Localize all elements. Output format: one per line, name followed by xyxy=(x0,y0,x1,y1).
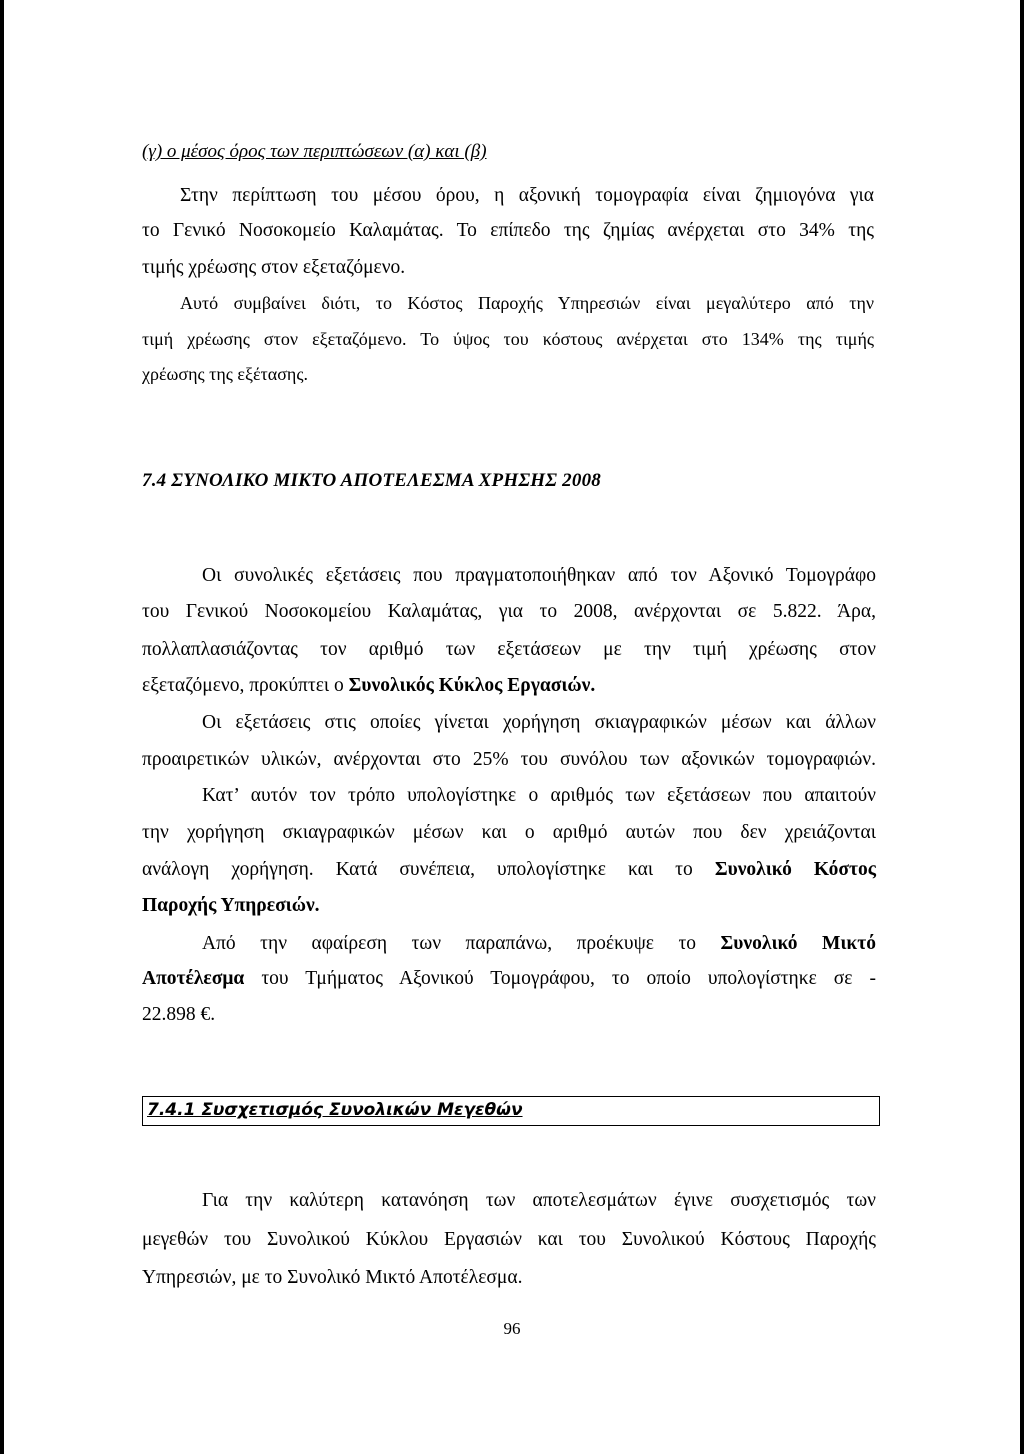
document-page xyxy=(4,0,1020,1454)
text-span: ανάλογη χορήγηση. Κατά συνέπεια, υπολογίστηκε και το xyxy=(142,859,715,880)
bold-term: Συνολικό Μικτό xyxy=(720,933,876,954)
paragraph-line: το Γενικό Νοσοκομείο Καλαμάτας. Το επίπεδο της ζημίας ανέρχεται στο 34% της xyxy=(142,220,874,241)
paragraph-line: τιμής χρέωσης στον εξεταζόμενο. xyxy=(142,257,406,278)
paragraph-line: του Γενικού Νοσοκομείου Καλαμάτας, για το 2008, ανέρχονται σε 5.822. Άρα, xyxy=(142,601,876,622)
paragraph-line: την χορήγηση σκιαγραφικών μέσων και ο αριθμό αυτών που δεν χρειάζονται xyxy=(142,822,876,843)
paragraph-line xyxy=(142,967,876,991)
section-7-4-1-heading: 7.4.1 Συσχετισμός Συνολικών Μεγεθών xyxy=(147,1100,523,1120)
section-7-4-heading: 7.4 ΣΥΝΟΛΙΚΟ ΜΙΚΤΟ ΑΠΟΤΕΛΕΣΜΑ ΧΡΗΣΗΣ 2008 xyxy=(142,470,601,491)
paragraph-line: Αυτό συμβαίνει διότι, το Κόστος Παροχής Υπηρεσιών είναι μεγαλύτερο από την xyxy=(180,293,874,313)
paragraph-line: μεγεθών του Συνολικού Κύκλου Εργασιών και του Συνολικού Κόστους Παροχής xyxy=(142,1229,876,1250)
bold-term: Παροχής Υπηρεσιών. xyxy=(142,895,320,916)
section-gamma-heading: (γ) ο μέσος όρος των περιπτώσεων (α) και (β) xyxy=(142,141,487,162)
paragraph-line: Για την καλύτερη κατανόηση των αποτελεσμάτων έγινε συσχετισμός των xyxy=(202,1190,876,1211)
paragraph-line: Οι συνολικές εξετάσεις που πραγματοποιήθηκαν από τον Αξονικό Τομογράφο xyxy=(202,565,876,586)
bold-term: Συνολικός Κύκλος Εργασιών. xyxy=(348,675,596,696)
paragraph-line: προαιρετικών υλικών, ανέρχονται στο 25% του συνόλου των αξονικών τομογραφιών. xyxy=(142,749,876,770)
text-span: εξεταζόμενο, προκύπτει ο xyxy=(142,675,349,696)
bold-term: Συνολικό Κόστος xyxy=(714,859,877,880)
paragraph-line: 22.898 €. xyxy=(142,1004,216,1025)
paragraph-line xyxy=(142,894,876,918)
bold-term: Αποτέλεσμα xyxy=(142,968,245,989)
paragraph-line: Στην περίπτωση του μέσου όρου, η αξονική τομογραφία είναι ζημιογόνα για xyxy=(180,185,874,206)
paragraph-line xyxy=(202,932,876,956)
paragraph-line xyxy=(142,674,876,698)
paragraph-line: Κατ’ αυτόν τον τρόπο υπολογίστηκε ο αριθμός των εξετάσεων που απαιτούν xyxy=(202,785,876,806)
paragraph-line xyxy=(142,858,876,882)
text-span: Από την αφαίρεση των παραπάνω, προέκυψε το xyxy=(202,933,721,954)
page-number: 96 xyxy=(503,1319,521,1338)
paragraph-line: Υπηρεσιών, με το Συνολικό Μικτό Αποτέλεσμα. xyxy=(142,1267,523,1288)
paragraph-line: πολλαπλασιάζοντας τον αριθμό των εξετάσεων με την τιμή χρέωσης στον xyxy=(142,639,876,660)
paragraph-line: Οι εξετάσεις στις οποίες γίνεται χορήγηση σκιαγραφικών μέσων και άλλων xyxy=(202,712,876,733)
paragraph-line: τιμή χρέωσης στον εξεταζόμενο. Το ύψος του κόστους ανέρχεται στο 134% της τιμής xyxy=(142,329,874,349)
text-span: του Τμήματος Αξονικού Τομογράφου, το οποίο υπολογίστηκε σε - xyxy=(261,968,876,989)
section-7-4-1-box xyxy=(142,1096,880,1126)
paragraph-line: χρέωσης της εξέτασης. xyxy=(142,364,308,384)
